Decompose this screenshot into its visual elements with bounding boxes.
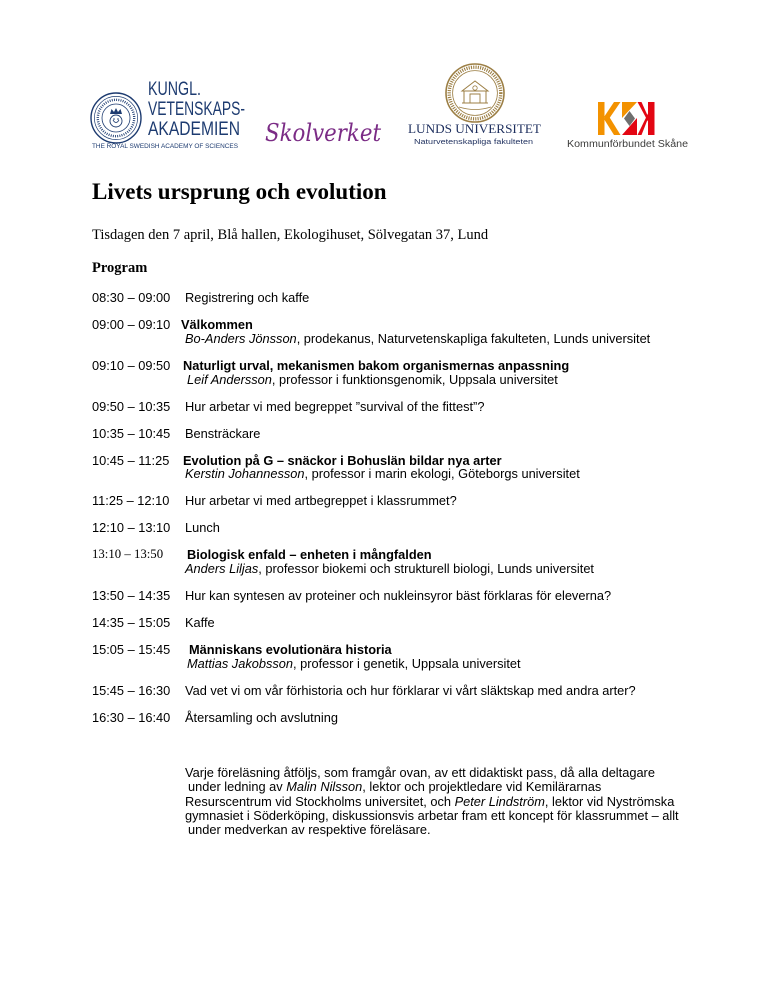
- closing-paragraph: [185, 766, 745, 837]
- session-content: [185, 589, 732, 603]
- session-content: [185, 359, 732, 387]
- schedule-row: [92, 521, 732, 548]
- session-time: 08:30 – 09:00: [92, 290, 171, 305]
- session-time: 15:45 – 16:30: [92, 682, 171, 698]
- speaker-affiliation: , professor i marin ekologi, Göteborgs universitet: [304, 466, 580, 482]
- schedule-row: [92, 643, 732, 684]
- closing-text: under ledning av: [188, 779, 287, 795]
- session-time: 13:50 – 14:35: [92, 588, 171, 604]
- kva-seal-emblem: [91, 93, 141, 143]
- session-time: 11:25 – 12:10: [92, 493, 170, 509]
- schedule-row: [92, 548, 732, 589]
- speaker-line: [187, 373, 732, 387]
- closing-line: [185, 795, 745, 809]
- schedule-row: [92, 318, 732, 359]
- session-time: 10:35 – 10:45: [92, 425, 171, 441]
- session-title: Kaffe: [185, 615, 215, 631]
- speaker-name: Bo-Anders Jönsson: [185, 330, 297, 346]
- kva-name-line-1: KUNGL.: [148, 79, 201, 100]
- ksk-name: Kommunförbundet Skåne: [567, 139, 681, 150]
- session-title: Bensträckare: [185, 425, 261, 441]
- session-content: [185, 291, 732, 305]
- session-title: Naturligt urval, mekanismen bakom organismernas anpassning: [183, 357, 570, 373]
- logo-header: [0, 0, 768, 160]
- closing-line: gymnasiet i Söderköping, diskussionsvis arbetar fram ett koncept för klassrummet – allt: [185, 807, 679, 823]
- session-content: [185, 400, 732, 414]
- program-schedule: [92, 291, 732, 738]
- speaker-name: Mattias Jakobsson: [187, 655, 293, 671]
- kva-logo: [91, 79, 245, 150]
- session-content: [185, 521, 732, 535]
- speaker-line: [185, 467, 732, 481]
- speaker-line: [187, 657, 732, 671]
- session-time: 09:50 – 10:35: [92, 398, 171, 414]
- session-content: [185, 454, 732, 482]
- skolverket-wordmark: Skolverket: [265, 119, 382, 147]
- closing-line: under medverkan av respektive föreläsare.: [188, 822, 431, 838]
- speaker-affiliation: , professor biokemi och strukturell biologi, Lunds universitet: [258, 561, 594, 577]
- session-content: [185, 711, 732, 725]
- closing-line: Varje föreläsning åtföljs, som framgår ovan, av ett didaktiskt pass, då alla deltagare: [185, 765, 655, 780]
- session-title: Evolution på G – snäckor i Bohuslän bildar nya arter: [183, 452, 502, 468]
- session-title: Hur kan syntesen av proteiner och nukleinsyror bäst förklaras för eleverna?: [185, 588, 612, 604]
- schedule-row: [92, 454, 732, 495]
- session-content: [185, 616, 732, 630]
- schedule-row: [92, 427, 732, 454]
- session-title: Hur arbetar vi med artbegreppet i klassrummet?: [185, 493, 457, 509]
- speaker-affiliation: , prodekanus, Naturvetenskapliga fakulteten, Lunds universitet: [296, 330, 651, 346]
- session-content: [185, 684, 732, 698]
- session-time: 10:45 – 11:25: [92, 452, 170, 468]
- session-title: Välkommen: [181, 316, 253, 332]
- ksk-mark-icon: [598, 102, 655, 135]
- kva-subtitle: THE ROYAL SWEDISH ACADEMY OF SCIENCES: [92, 144, 238, 150]
- session-time: 09:10 – 09:50: [92, 357, 171, 373]
- person-name: Peter Lindström: [454, 793, 545, 809]
- closing-text: , lektor vid Nyströmska: [544, 793, 675, 809]
- event-date-location: Tisdagen den 7 april, Blå hallen, Ekologihuset, Sölvegatan 37, Lund: [92, 227, 489, 243]
- speaker-line: [185, 332, 732, 346]
- session-content: [185, 643, 732, 671]
- person-name: Malin Nilsson: [286, 779, 363, 795]
- lund-seal-emblem: [446, 64, 504, 122]
- speaker-affiliation: , professor i funktionsgenomik, Uppsala universitet: [271, 371, 558, 387]
- kva-name-line-2: VETENSKAPS-: [148, 99, 245, 120]
- session-title: Biologisk enfald – enheten i mångfalden: [187, 547, 432, 563]
- schedule-row: [92, 291, 732, 318]
- lund-faculty-name: Naturvetenskapliga fakulteten: [414, 137, 533, 146]
- schedule-row: [92, 359, 732, 400]
- session-title: Registrering och kaffe: [185, 290, 310, 305]
- schedule-row: [92, 684, 732, 711]
- speaker-name: Anders Liljas: [185, 561, 259, 577]
- session-title: Hur arbetar vi med begreppet ”survival of the fittest”?: [185, 398, 485, 414]
- schedule-row: [92, 400, 732, 427]
- session-title: Människans evolutionära historia: [189, 642, 392, 658]
- skolverket-logo: [265, 119, 381, 147]
- document-title: Livets ursprung och evolution: [92, 179, 387, 204]
- speaker-line: [185, 562, 732, 576]
- closing-text: Resurscentrum vid Stockholms universitet, och: [185, 793, 455, 809]
- speaker-affiliation: , professor i genetik, Uppsala universitet: [292, 655, 521, 671]
- session-content: [185, 427, 732, 441]
- session-time: 12:10 – 13:10: [92, 520, 171, 536]
- closing-line: [185, 780, 745, 794]
- closing-text: , lektor och projektledare vid Kemilärarnas: [362, 779, 602, 795]
- session-time: 09:00 – 09:10: [92, 316, 171, 332]
- session-time: 15:05 – 15:45: [92, 642, 171, 658]
- session-time: 14:35 – 15:05: [92, 615, 171, 631]
- session-content: [185, 548, 732, 576]
- speaker-name: Leif Andersson: [187, 371, 272, 387]
- schedule-row: [92, 494, 732, 521]
- kommunforbundet-skane-logo: [567, 102, 688, 150]
- session-content: [185, 494, 732, 508]
- schedule-row: [92, 711, 732, 738]
- kva-name-line-3: AKADEMIEN: [148, 119, 240, 140]
- lund-university-name: LUNDS UNIVERSITET: [408, 122, 542, 136]
- session-time: 13:10 – 13:50: [92, 547, 164, 562]
- session-content: [181, 316, 732, 346]
- speaker-name: Kerstin Johannesson: [185, 466, 305, 482]
- program-heading: Program: [92, 260, 148, 276]
- schedule-row: [92, 616, 732, 643]
- lund-university-logo: [408, 64, 541, 146]
- schedule-row: [92, 589, 732, 616]
- session-title: Återsamling och avslutning: [185, 709, 338, 725]
- session-time: 16:30 – 16:40: [92, 709, 171, 725]
- session-title: Vad vet vi om vår förhistoria och hur förklarar vi vårt släktskap med andra arter?: [185, 682, 636, 698]
- session-title: Lunch: [185, 520, 220, 536]
